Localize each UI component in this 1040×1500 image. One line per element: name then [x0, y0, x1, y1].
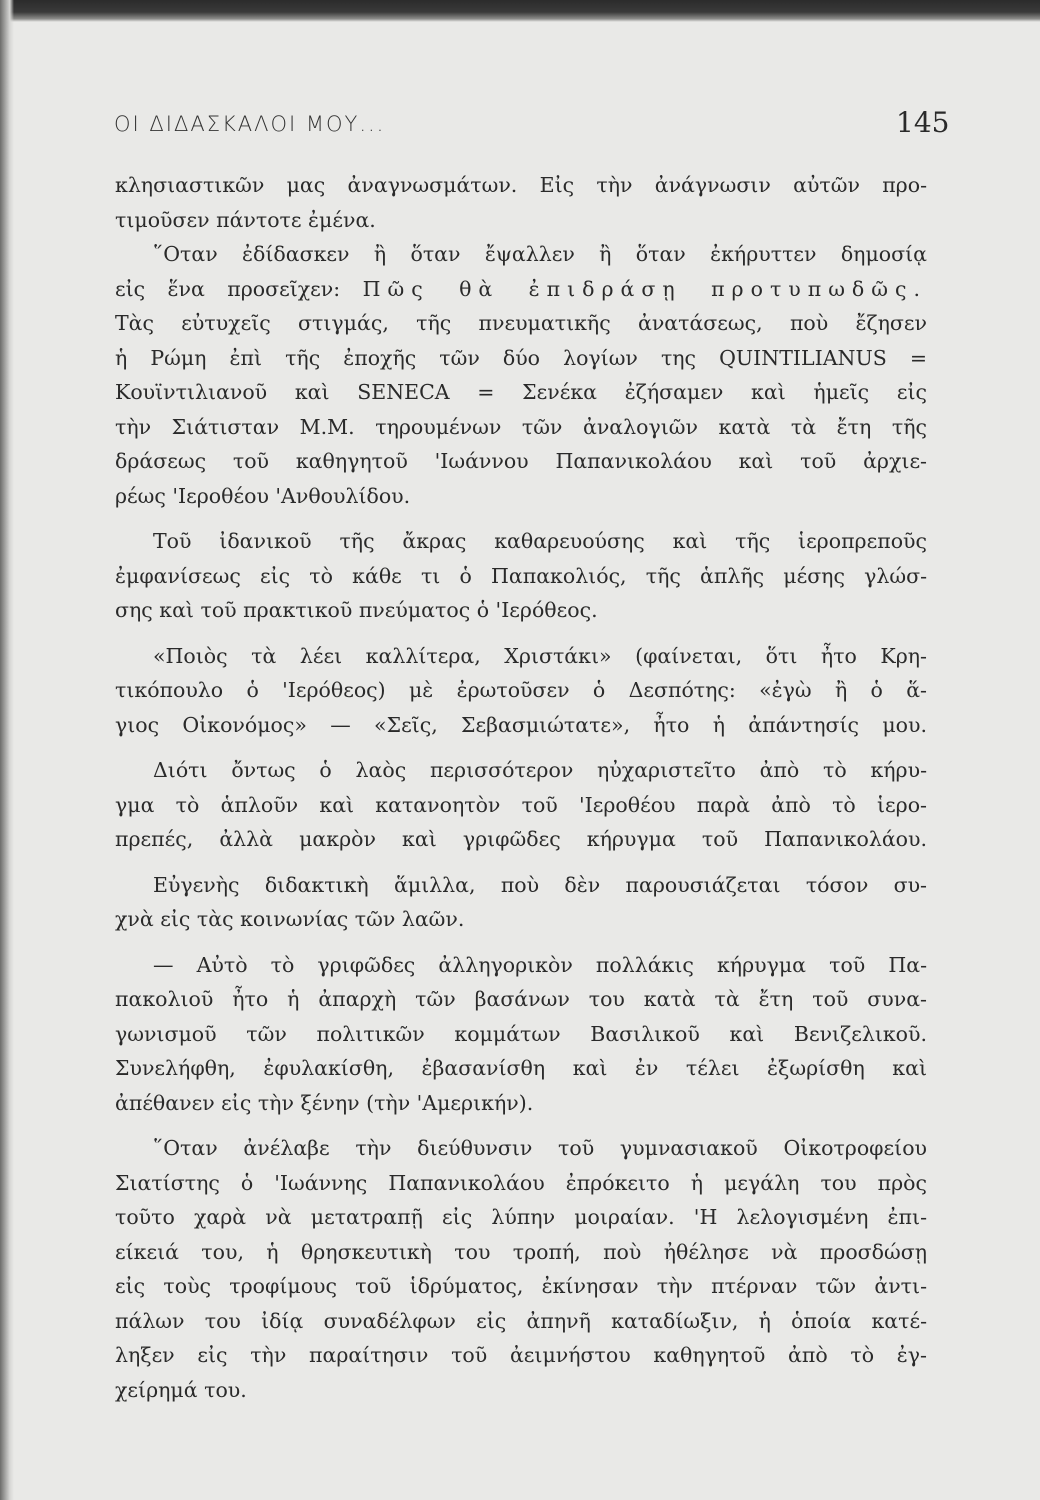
text-line: χείρημά του.: [115, 1377, 247, 1402]
text-line: τιμοῦσεν πάντοτε ἐμένα.: [115, 207, 376, 232]
paragraph: [115, 868, 927, 937]
text-line: ληξεν εἰς τὴν παραίτησιν τοῦ ἀειμνήστου καθηγητοῦ ἀπὸ τὸ ἐγ-: [115, 1343, 927, 1367]
text-line: ἡ Ρώμη ἐπὶ τῆς ἐποχῆς τῶν δύο λογίων της QUINTILIANUS =: [115, 345, 927, 370]
text-line: Συνελήφθη, ἐφυλακίσθη, ἐβασανίσθη καὶ ἐν τέλει ἐξωρίσθη καὶ: [115, 1056, 927, 1080]
text-line: ῞Οταν ἀνέλαβε τὴν διεύθυνσιν τοῦ γυμνασιακοῦ Οἰκοτροφείου: [153, 1136, 927, 1160]
text-line: γωνισμοῦ τῶν πολιτικῶν κομμάτων Βασιλικοῦ καὶ Βενιζελικοῦ.: [115, 1021, 927, 1046]
spaced-emphasis: Πῶς θὰ ἐπιδράσῃ προτυπωδῶς.: [362, 276, 927, 301]
text-span: εἰς ἕνα προσεῖχεν:: [115, 276, 341, 301]
text-line: τικόπουλο ὁ 'Ιερόθεος) μὲ ἐρωτοῦσεν ὁ Δεσπότης: «ἐγὼ ἢ ὁ ἅ-: [115, 678, 927, 702]
running-head: ΟΙ ΔΙΔΑΣΚΑΛΟΙ ΜΟΥ...: [114, 112, 386, 136]
text-line: τοῦτο χαρὰ νὰ μετατραπῇ εἰς λύπην μοιραίαν. 'Η λελογισμένη ἐπι-: [115, 1205, 927, 1229]
text-line: χνὰ εἰς τὰς κοινωνίας τῶν λαῶν.: [115, 907, 465, 931]
text-line: εἰς τοὺς τροφίμους τοῦ ἱδρύματος, ἐκίνησαν τὴν πτέρναν τῶν ἀντι-: [115, 1274, 927, 1298]
text-line: γιος Οἰκονόμος» — «Σεῖς, Σεβασμιώτατε», ἦτο ἡ ἀπάντησίς μου.: [115, 712, 927, 737]
paragraph: [115, 237, 927, 513]
scan-top-edge: [0, 0, 1040, 22]
body-text: [115, 168, 927, 1407]
text-line: [115, 272, 927, 307]
paragraph: [115, 168, 927, 237]
text-line: ἀπέθανεν εἰς τὴν ξένην (τὴν 'Αμερικήν).: [115, 1090, 534, 1115]
text-line: Εὐγενὴς διδακτικὴ ἅμιλλα, ποὺ δὲν παρουσιάζεται τόσον συ-: [153, 872, 927, 897]
text-line: Τοῦ ἰδανικοῦ τῆς ἄκρας καθαρευούσης καὶ τῆς ἱεροπρεποῦς: [153, 529, 927, 553]
text-line: ἐμφανίσεως εἰς τὸ κάθε τι ὁ Παπακολιός, τῆς ἁπλῆς μέσης γλώσ-: [115, 563, 927, 588]
text-line: Σιατίστης ὁ 'Ιωάννης Παπανικολάου ἐπρόκειτο ἡ μεγάλη του πρὸς: [115, 1170, 927, 1195]
text-line: τὴν Σιάτισταν Μ.Μ. τηρουμένων τῶν ἀναλογιῶν κατὰ τὰ ἔτη τῆς: [115, 414, 927, 439]
text-line: «Ποιὸς τὰ λέει καλλίτερα, Χριστάκι» (φαίνεται, ὅτι ἦτο Κρη-: [153, 643, 927, 668]
text-line: ρέως 'Ιεροθέου 'Ανθουλίδου.: [115, 483, 411, 508]
text-line: Διότι ὄντως ὁ λαὸς περισσότερον ηὐχαριστεῖτο ἀπὸ τὸ κήρυ-: [153, 758, 927, 782]
text-line: πακολιοῦ ἦτο ἡ ἀπαρχὴ τῶν βασάνων του κατὰ τὰ ἔτη τοῦ συνα-: [115, 987, 927, 1011]
text-line: ῞Οταν ἐδίδασκεν ἢ ὅταν ἔψαλλεν ἢ ὅταν ἐκήρυττεν δημοσίᾳ: [153, 242, 927, 266]
paragraph: [115, 524, 927, 628]
paragraph: [115, 1131, 927, 1407]
paragraph: [115, 948, 927, 1121]
text-line: πρεπές, ἀλλὰ μακρὸν καὶ γριφῶδες κήρυγμα τοῦ Παπανικολάου.: [115, 827, 927, 851]
text-line: Τὰς εὐτυχεῖς στιγμάς, τῆς πνευματικῆς ἀνατάσεως, ποὺ ἔζησεν: [115, 311, 927, 335]
text-line: κλησιαστικῶν μας ἀναγνωσμάτων. Εἰς τὴν ἀνάγνωσιν αὐτῶν προ-: [115, 173, 927, 197]
scan-left-edge: [0, 0, 14, 1500]
text-line: δράσεως τοῦ καθηγητοῦ 'Ιωάννου Παπανικολάου καὶ τοῦ ἀρχιε-: [115, 449, 927, 473]
text-line: πάλων του ἰδίᾳ συναδέλφων εἰς ἀπηνῆ καταδίωξιν, ἡ ὁποία κατέ-: [115, 1308, 927, 1333]
page-number: 145: [896, 106, 950, 139]
text-line: είκειά του, ἡ θρησκευτικὴ του τροπή, ποὺ ἠθέλησε νὰ προσδώσῃ: [115, 1239, 927, 1264]
text-line: Κουϊντιλιανοῦ καὶ SENECA = Σενέκα ἐζήσαμεν καὶ ἡμεῖς εἰς: [115, 380, 927, 404]
text-line: γμα τὸ ἁπλοῦν καὶ κατανοητὸν τοῦ 'Ιεροθέου παρὰ ἀπὸ τὸ ἱερο-: [115, 792, 927, 817]
paragraph: [115, 639, 927, 743]
paragraph: [115, 753, 927, 857]
text-line: σης καὶ τοῦ πρακτικοῦ πνεύματος ὁ 'Ιερόθεος.: [115, 598, 598, 622]
text-line: — Αὐτὸ τὸ γριφῶδες ἀλληγορικὸν πολλάκις κήρυγμα τοῦ Πα-: [153, 952, 927, 977]
